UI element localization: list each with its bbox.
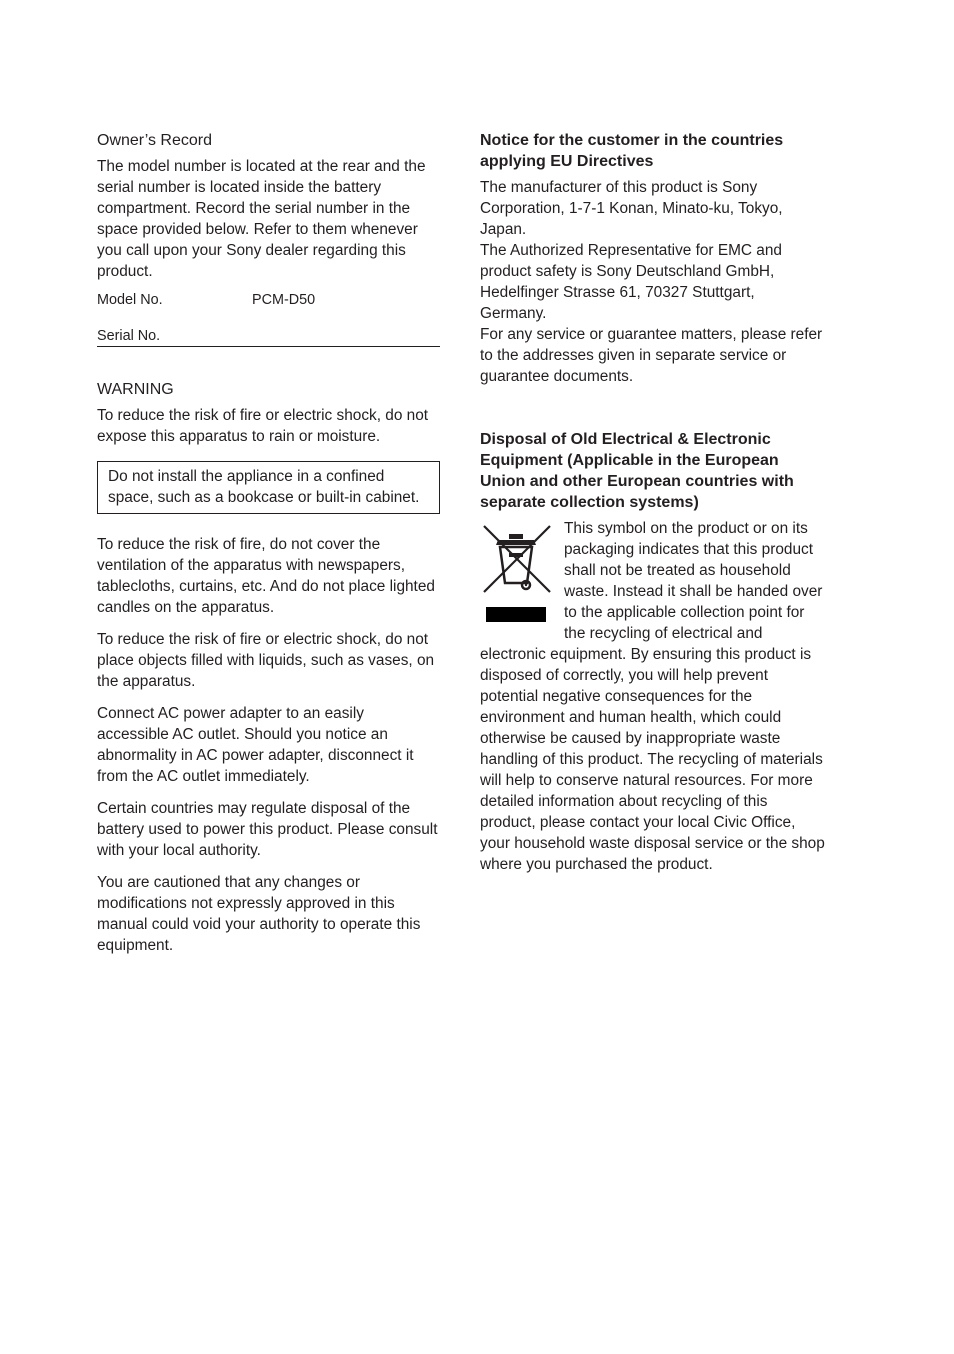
- owners-record-section: [97, 130, 440, 347]
- disposal-title: Disposal of Old Electrical & Electronic Equipment (Applicable in the European Union and other European countries with separate collection systems): [480, 431, 794, 511]
- eu-notice-manufacturer: The manufacturer of this product is Sony Corporation, 1-7-1 Konan, Minato-ku, Tokyo, Japan.: [480, 179, 783, 238]
- warning-paragraph: To reduce the risk of fire or electric shock, do not place objects filled with liquids, such as vases, on the apparatus.: [97, 631, 435, 690]
- serial-number-row: [97, 326, 440, 347]
- crossed-out-wheelie-bin-icon: [480, 520, 556, 624]
- eu-notice-representative: The Authorized Representative for EMC and product safety is Sony Deutschland GmbH, Hedelfinger Strasse 61, 70327 Stuttgart, Germany.: [480, 242, 782, 322]
- warning-intro: To reduce the risk of fire or electric shock, do not expose this apparatus to rain or moisture.: [97, 407, 429, 445]
- warning-paragraph: Certain countries may regulate disposal of the battery used to power this product. Please consult with your local authority.: [97, 800, 438, 859]
- disposal-body: This symbol on the product or on its packaging indicates that this product shall not be treated as household waste. Instead it shall be handed over to the applicable collection point for the recycling of electrical and electronic equipment. By ensuring this product is disposed of correctly, you will help prevent potential negative consequences for the environment and human health, which could otherwise be caused by inappropriate waste handling of this product. The recycling of materials will help to conserve natural resources. For more detailed information about recycling of this product, please contact your local Civic Office, your household waste disposal service or the shop where you purchased the product.: [480, 520, 825, 873]
- model-number-value: PCM-D50: [252, 292, 316, 308]
- left-column: [97, 130, 440, 967]
- disposal-section: [480, 429, 825, 875]
- eu-notice-title: Notice for the customer in the countries applying EU Directives: [480, 132, 784, 170]
- disposal-content: [480, 518, 825, 875]
- warning-notice-box: [97, 461, 440, 514]
- right-column: [480, 130, 825, 875]
- warning-paragraph: Connect AC power adapter to an easily accessible AC outlet. Should you notice an abnormality in AC power adapter, disconnect it from the AC outlet immediately.: [97, 705, 414, 785]
- serial-number-label: Serial No.: [97, 328, 161, 344]
- warning-section: [97, 379, 440, 956]
- owners-record-body: The model number is located at the rear and the serial number is located inside the battery compartment. Record the serial number in the space provided below. Refer to them whenever you call upon your Sony dealer regarding this product.: [97, 158, 426, 280]
- warning-paragraph: You are cautioned that any changes or modifications not expressly approved in this manual could void your authority to operate this equipment.: [97, 874, 421, 954]
- eu-notice-section: [480, 130, 825, 387]
- warning-notice-text: Do not install the appliance in a confined space, such as a bookcase or built-in cabinet.: [108, 468, 420, 506]
- model-number-row: [97, 290, 440, 310]
- owners-record-title: Owner’s Record: [97, 132, 213, 149]
- warning-title: WARNING: [97, 381, 174, 398]
- eu-notice-service: For any service or guarantee matters, please refer to the addresses given in separate service or guarantee documents.: [480, 326, 823, 385]
- model-number-label: Model No.: [97, 292, 163, 308]
- warning-paragraph: To reduce the risk of fire, do not cover the ventilation of the apparatus with newspapers, tablecloths, curtains, etc. And do not place lighted candles on the apparatus.: [97, 536, 435, 616]
